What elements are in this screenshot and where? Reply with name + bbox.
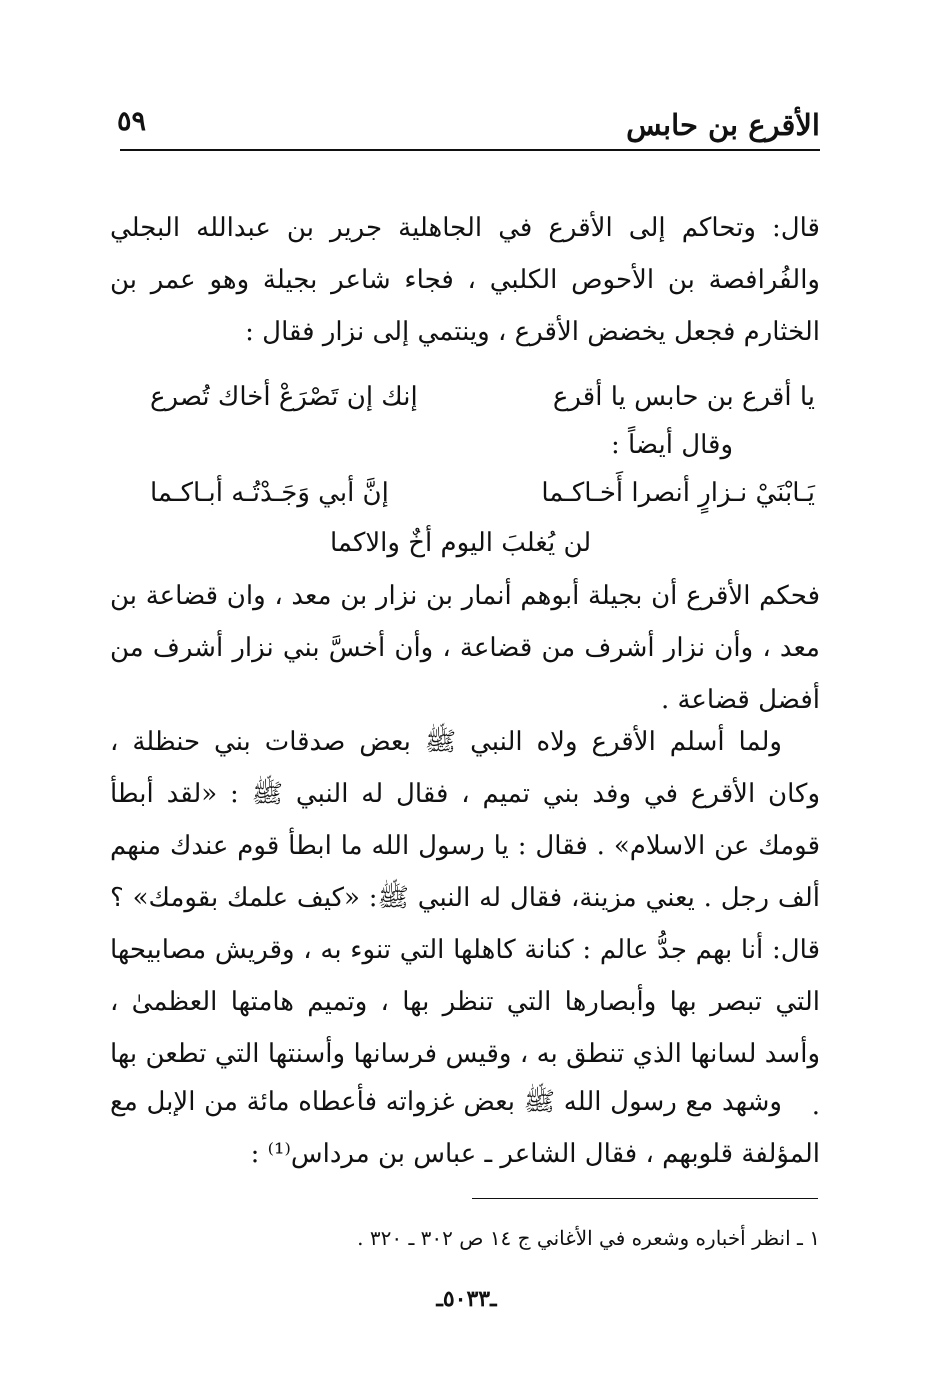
running-title: الأقرع بن حابس — [626, 108, 820, 142]
paragraph-1: قال: وتحاكم إلى الأقرع في الجاهلية جرير بن عبدالله البجلي والفُرافصة بن الأحوص الكلبي ، فجاء شاعر بجيلة وهو عمر بن الخثارم فجعل يخضض الأقرع ، وينتمي إلى نزار فقال : — [110, 213, 820, 347]
verse-2-first-hemistich: يَـابْنَيْ نـزارٍ أنصرا أَخـاكـما — [541, 478, 815, 508]
verse-1-first-hemistich: يا أقرع بن حابس يا أقرع — [552, 382, 815, 412]
footnote-rule — [472, 1198, 818, 1199]
paragraph-3: ولما أسلم الأقرع ولاه النبي ﷺ بعض صدقات بني حنظلة ، وكان الأقرع في وفد بني تميم ، فقال له النبي ﷺ : «لقد أبطأ قومك عن الاسلام» . فقال : يا رسول الله ما ابطأ قوم عندك منهم ألف رجل . يعني مزينة، فقال له النبي ﷺ: «كيف علمك بقومك» ؟ قال: أنا بهم جدُّ عالم : كنانة كاهلها التي تنوء به ، وقريش مصابيحها التي تبصر بها وأبصارها التي تنظر بها ، وتميم هامتها العظمىٰ ، وأسد لسانها الذي تنطق به ، وقيس فرسانها وأسنتها التي تطعن بها . — [110, 727, 820, 1121]
page-number: ٥٩ — [117, 106, 147, 137]
verse-1-second-hemistich: إنك إن تَصْرَعْ أخاك تُصرع — [150, 382, 418, 412]
header-rule — [120, 149, 820, 151]
verse-2-second-hemistich: إنَّ أبي وَجَـدْتُـه أبـاكـما — [150, 478, 389, 508]
footnote: ١ ـ انظر أخباره وشعره في الأغاني ج ١٤ ص ٣٠٢ ـ ٣٢٠ . — [357, 1226, 820, 1250]
paragraph-2: فحكم الأقرع أن بجيلة أبوهم أنمار بن نزار بن معد ، وان قضاعة بن معد ، وأن نزار أشرف من قضاعة ، وأن أخسَّ بني نزار أشرف من أفضل قضاعة . — [110, 581, 820, 715]
paragraph-4: وشهد مع رسول الله ﷺ بعض غزواته فأعطاه مائة من الإبل مع المؤلفة قلوبهم ، فقال الشاعر ـ عباس بن مرداس⁽¹⁾ : — [110, 1087, 820, 1169]
also-said-line: وقال أيضاً : — [610, 430, 733, 460]
folio-number: ـ٥٠٣٣ـ — [436, 1286, 497, 1312]
verse-2-closing-line: لن يُغلبَ اليوم أخٌ والاكما — [330, 528, 592, 558]
